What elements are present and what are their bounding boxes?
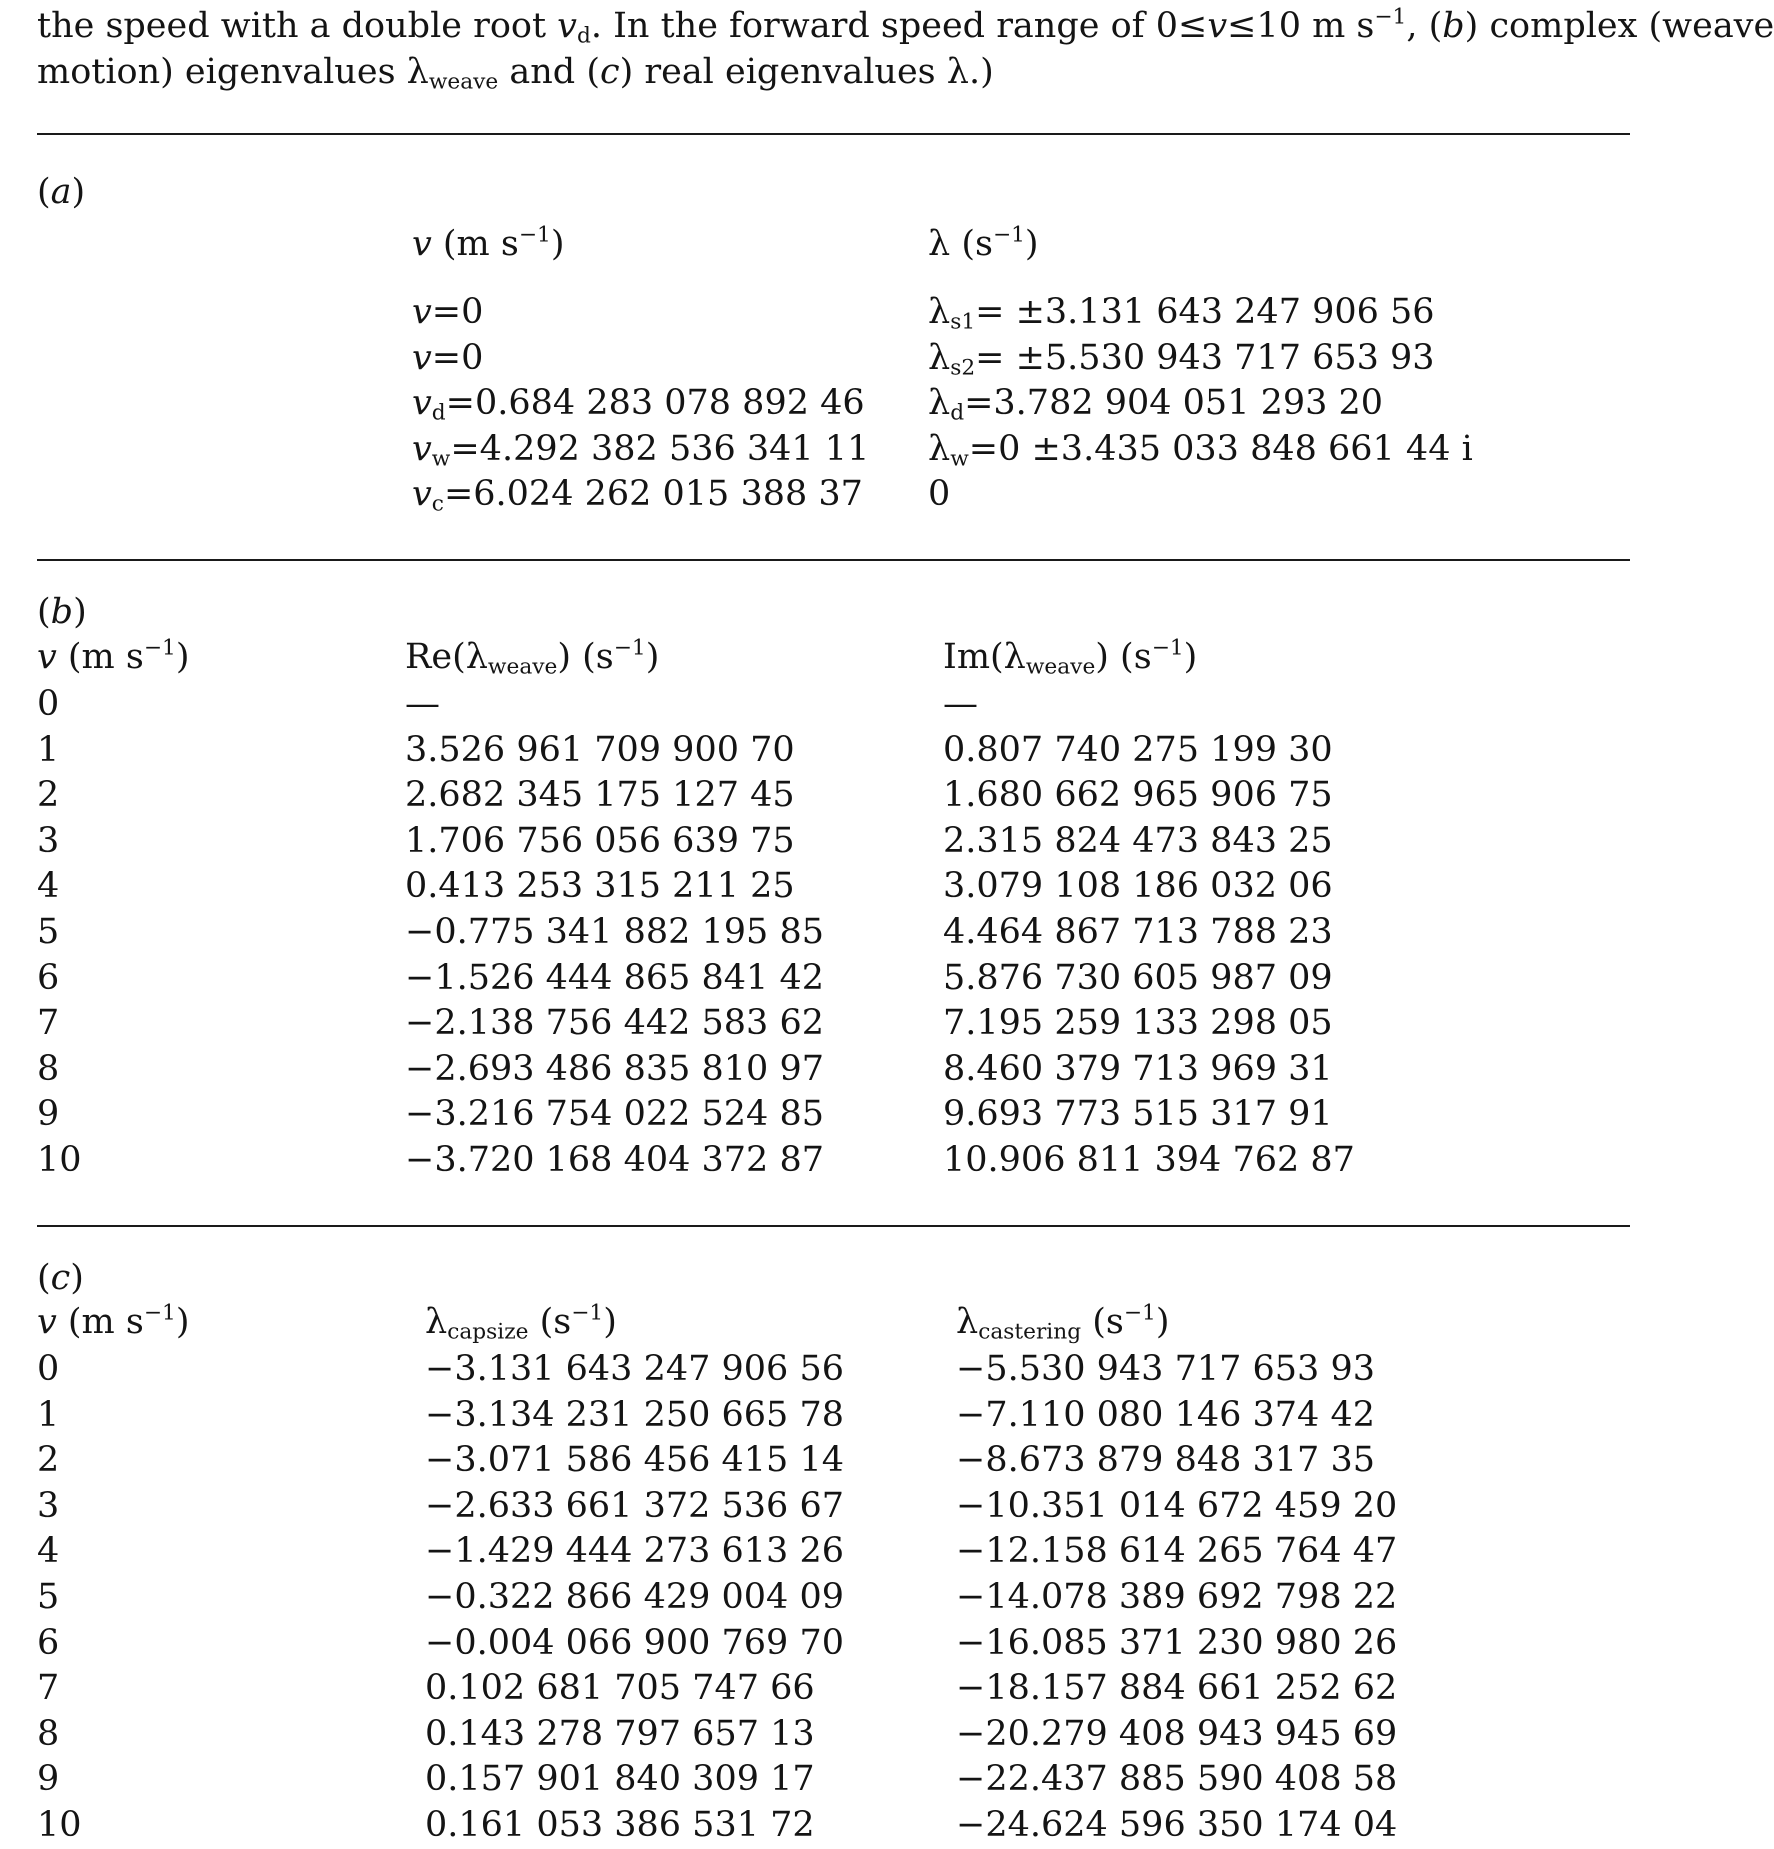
section-c-speed-cell: 5 — [37, 1576, 60, 1617]
section-c-header-castering: $\lambda_{castering}$ $(s^{-1})$ — [956, 1300, 1170, 1345]
section-c-castering-cell: −8.673 879 848 317 35 — [956, 1440, 1375, 1481]
section-c-capsize-column — [425, 1347, 844, 1849]
section-b-real-cell: −0.775 341 882 195 85 — [405, 911, 824, 952]
section-c-capsize-cell: −2.633 661 372 536 67 — [425, 1485, 844, 1526]
section-c-speed-cell: 10 — [37, 1804, 82, 1845]
section-c-capsize-cell: −3.071 586 456 415 14 — [425, 1440, 844, 1481]
section-b-real-cell: −2.138 756 442 583 62 — [405, 1003, 824, 1044]
section-b-real-cell: 0.413 253 315 211 25 — [405, 866, 795, 907]
section-c-header-capsize: $\lambda_{capsize}$ $(s^{-1})$ — [425, 1300, 617, 1345]
section-b-imag-cell: 10.906 811 394 762 87 — [943, 1139, 1355, 1180]
section-b-imag-cell: 8.460 379 713 969 31 — [943, 1048, 1333, 1089]
section-b-speed-cell: 7 — [37, 1003, 60, 1044]
section-c-speed-column — [37, 1347, 82, 1849]
section-b-speed-cell: 9 — [37, 1094, 60, 1135]
section-b-speed-cell: 8 — [37, 1048, 60, 1089]
section-c-capsize-cell: 0.161 053 386 531 72 — [425, 1804, 815, 1845]
section-c-castering-cell: −16.085 371 230 980 26 — [956, 1622, 1398, 1663]
section-c-castering-cell: −5.530 943 717 653 93 — [956, 1349, 1375, 1389]
section-c-castering-cell: −14.078 389 692 798 22 — [956, 1576, 1398, 1617]
top-rule — [37, 133, 1630, 135]
section-c-speed-cell: 9 — [37, 1759, 60, 1800]
section-b-imag-cell: 5.876 730 605 987 09 — [943, 957, 1333, 998]
section-a-header-lambda: λ $(s^{-1})$ — [928, 222, 1039, 264]
section-a-speed-value: $v_w=4.292$ 382 536 341 11 — [412, 428, 870, 472]
section-c-castering-cell: −18.157 884 661 252 62 — [956, 1668, 1398, 1709]
rule-b-c — [37, 1225, 1630, 1227]
section-c-castering-cell: −12.158 614 265 764 47 — [956, 1531, 1398, 1572]
section-a-eigenvalue: 0 — [928, 474, 951, 515]
section-b-imag-cell: 9.693 773 515 317 91 — [943, 1094, 1333, 1135]
section-b-header-v: v (m $s^{-1}$) — [37, 635, 190, 677]
section-a-eigenvalue-column — [928, 290, 1473, 518]
section-c-speed-cell: 6 — [37, 1622, 60, 1663]
section-b-imag-cell: 7.195 259 133 298 05 — [943, 1003, 1333, 1044]
section-b-real-column — [405, 682, 824, 1184]
section-b-speed-cell: 10 — [37, 1139, 82, 1180]
section-c-castering-cell: −20.279 408 943 945 69 — [956, 1713, 1398, 1754]
section-a-header-v: v (m $s^{-1}$) — [412, 222, 565, 264]
section-c-capsize-cell: 0.143 278 797 657 13 — [425, 1713, 815, 1754]
section-c-header-v: v (m $s^{-1}$) — [37, 1300, 190, 1342]
section-b-tag: (b) — [37, 592, 87, 632]
section-a-eigenvalue: $\lambda_{s2}= \pm 5.530$ 943 717 653 93 — [928, 337, 1435, 381]
section-b-real-cell: −3.216 754 022 524 85 — [405, 1094, 824, 1135]
section-b-real-cell: −3.720 168 404 372 87 — [405, 1139, 824, 1180]
section-a-speed-value: $v_d=0.684$ 283 078 892 46 — [412, 383, 865, 426]
section-b-imag-cell: — — [943, 684, 978, 724]
section-b-speed-cell: 6 — [37, 957, 60, 998]
section-b-real-cell: 2.682 345 175 127 45 — [405, 775, 795, 816]
section-b-imag-cell: 0.807 740 275 199 30 — [943, 729, 1333, 770]
section-c-speed-cell: 1 — [37, 1394, 60, 1435]
section-b-real-cell: 3.526 961 709 900 70 — [405, 729, 795, 770]
section-b-real-cell: 1.706 756 056 639 75 — [405, 820, 795, 861]
section-c-capsize-cell: −0.322 866 429 004 09 — [425, 1576, 844, 1617]
section-b-speed-cell: 1 — [37, 729, 60, 770]
section-a-eigenvalue: $\lambda_{s1}= \pm 3.131$ 643 247 906 56 — [928, 292, 1435, 335]
section-c-castering-column — [956, 1347, 1398, 1849]
section-b-speed-cell: 0 — [37, 684, 60, 724]
section-b-imag-cell: 4.464 867 713 788 23 — [943, 911, 1333, 952]
section-a-speed-column — [412, 290, 869, 518]
section-b-real-cell: −2.693 486 835 810 97 — [405, 1048, 824, 1089]
section-b-imag-cell: 1.680 662 965 906 75 — [943, 775, 1333, 816]
section-c-castering-cell: −24.624 596 350 174 04 — [956, 1804, 1398, 1845]
section-c-speed-cell: 2 — [37, 1440, 60, 1481]
section-c-capsize-cell: 0.157 901 840 309 17 — [425, 1759, 815, 1800]
section-b-speed-column — [37, 682, 82, 1184]
section-a-tag: (a) — [37, 172, 86, 212]
section-b-header-re: $Re(\lambda_{weave})$ $(s^{-1})$ — [405, 635, 660, 680]
section-b-speed-cell: 5 — [37, 911, 60, 952]
section-b-imag-cell: 2.315 824 473 843 25 — [943, 820, 1333, 861]
section-c-speed-cell: 4 — [37, 1531, 60, 1572]
section-b-speed-cell: 4 — [37, 866, 60, 907]
section-c-speed-cell: 8 — [37, 1713, 60, 1754]
section-a-speed-value: v=0 — [412, 292, 484, 332]
section-b-real-cell: — — [405, 684, 440, 724]
section-c-capsize-cell: 0.102 681 705 747 66 — [425, 1668, 815, 1709]
section-c-capsize-cell: −3.131 643 247 906 56 — [425, 1349, 844, 1389]
section-c-capsize-cell: −3.134 231 250 665 78 — [425, 1394, 844, 1435]
section-b-real-cell: −1.526 444 865 841 42 — [405, 957, 824, 998]
section-c-castering-cell: −10.351 014 672 459 20 — [956, 1485, 1398, 1526]
section-c-speed-cell: 0 — [37, 1349, 60, 1389]
section-c-capsize-cell: −1.429 444 273 613 26 — [425, 1531, 844, 1572]
section-b-speed-cell: 3 — [37, 820, 60, 861]
section-b-speed-cell: 2 — [37, 775, 60, 816]
section-b-header-im: $Im(\lambda_{weave})$ $(s^{-1})$ — [943, 635, 1198, 680]
section-c-capsize-cell: −0.004 066 900 769 70 — [425, 1622, 844, 1663]
rule-a-b — [37, 559, 1630, 561]
section-a-eigenvalue: $\lambda_w=0 \pm 3.435$ 033 848 661 44 i — [928, 428, 1473, 472]
caption-line-1: the speed with a double root $v_d$. In the forward speed range of 0≤v≤10 m $s^{-1}$, (b) complex (weave — [37, 4, 1774, 49]
section-a-speed-value: $v_c=6.024$ 262 015 388 37 — [412, 474, 863, 517]
section-c-castering-cell: −7.110 080 146 374 42 — [956, 1394, 1375, 1435]
section-c-speed-cell: 3 — [37, 1485, 60, 1526]
section-a-eigenvalue: $\lambda_d=3.782$ 904 051 293 20 — [928, 383, 1384, 426]
caption-line-2: motion) eigenvalues $\lambda_{weave}$ and (c) real eigenvalues λ.) — [37, 52, 994, 95]
section-c-speed-cell: 7 — [37, 1668, 60, 1709]
section-c-castering-cell: −22.437 885 590 408 58 — [956, 1759, 1398, 1800]
section-c-tag: (c) — [37, 1258, 84, 1298]
section-a-speed-value: v=0 — [412, 337, 484, 378]
section-b-imag-column — [943, 682, 1355, 1184]
section-b-imag-cell: 3.079 108 186 032 06 — [943, 866, 1333, 907]
